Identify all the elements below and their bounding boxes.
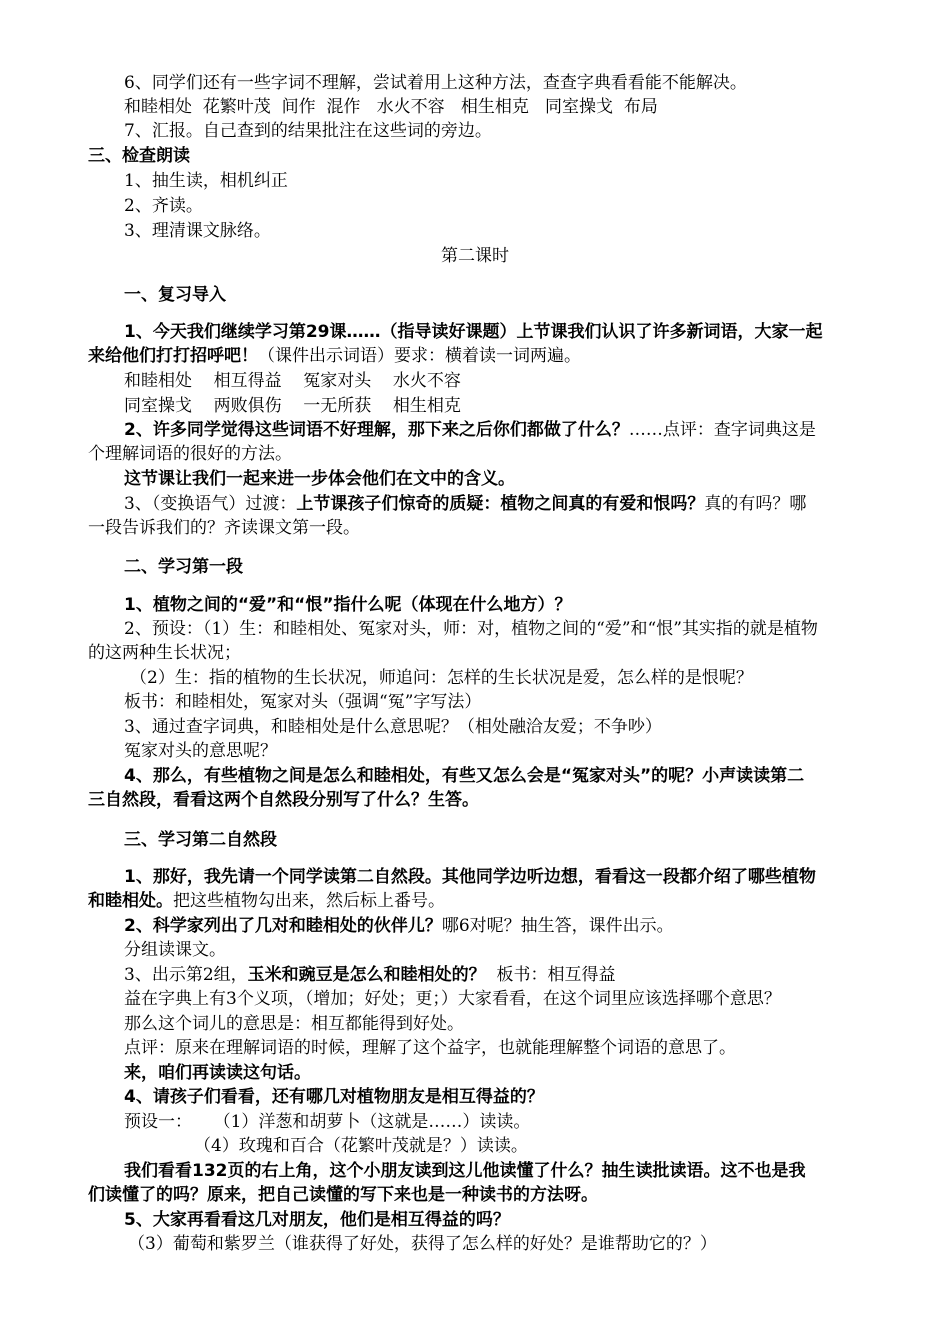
bold-text: 和睦相处。 — [88, 891, 173, 911]
section-heading-review: 一、复习导入 — [124, 285, 226, 305]
paragraph-line: 的这两种生长状况； — [88, 643, 241, 663]
paragraph-line: 点评：原来在理解词语的时候，理解了这个益字，也就能理解整个词语的意思了。 — [124, 1038, 736, 1058]
paragraph-line: （3）葡萄和紫罗兰（谁获得了好处，获得了怎么样的好处？是谁帮助它的？） — [128, 1234, 717, 1254]
paragraph-line: 一段告诉我们的？齐读课文第一段。 — [88, 518, 360, 538]
lesson-title: 第二课时 — [441, 246, 509, 266]
vocabulary-row-2: 同室操戈 两败俱伤 一无所获 相生相克 — [124, 396, 461, 416]
section-heading-second-paragraph: 三、学习第二自然段 — [124, 830, 277, 850]
paragraph-line — [124, 1160, 805, 1182]
normal-text: 板书：相互得益 — [485, 965, 616, 985]
paragraph-line: 这节课让我们一起来进一步体会他们在文中的含义。 — [124, 469, 515, 489]
section-heading-check-reading: 三、检查朗读 — [88, 146, 190, 166]
paragraph-line: （2）生：指的植物的生长状况，师追问：怎样的生长状况是爱，怎么样的是恨呢？ — [130, 668, 753, 688]
paragraph-line — [124, 493, 806, 515]
paragraph-line: 4、那么，有些植物之间是怎么和睦相处，有些又怎么会是“冤家对头”的呢？小声读读第二 — [124, 766, 805, 786]
normal-text: （课件出示词语）要求：横着读一词两遍。 — [258, 346, 581, 366]
normal-text: ……点评：查字词典这是 — [628, 420, 816, 440]
word-list-line: 和睦相处 花繁叶茂 间作 混作 水火不容 相生相克 同室操戈 布局 — [124, 97, 658, 117]
bold-text: 1、今天我们继续学习第29课……（指导读好课题）上节课我们认识了许多新词语，大家一起 — [124, 322, 823, 342]
paragraph-line: 们读懂了的吗？原来，把自己读懂的写下来也是一种读书的方法呀。 — [88, 1185, 598, 1205]
paragraph-line: 来，咱们再读读这句话。 — [124, 1063, 311, 1083]
normal-text: 真的有吗？哪 — [704, 494, 807, 514]
paragraph-line — [124, 964, 615, 986]
bold-text: 2、许多同学觉得这些词语不好理解，那下来之后你们都做了什么？ — [124, 420, 629, 440]
reading-step-2: 2、齐读。 — [124, 196, 203, 216]
paragraph-line — [124, 419, 816, 441]
paragraph-line — [88, 345, 581, 367]
reading-step-1: 1、抽生读，相机纠正 — [124, 171, 288, 191]
normal-text: 把这些植物勾出来，然后标上番号。 — [173, 891, 445, 911]
step-6-line: 6、同学们还有一些字词不理解，尝试着用上这种方法，查查字典看看能不能解决。 — [124, 73, 747, 93]
paragraph-line: 1、那好，我先请一个同学读第二自然段。其他同学边听边想，看看这一段都介绍了哪些植物 — [124, 867, 816, 887]
paragraph-line: （4）玫瑰和百合（花繁叶茂就是？）读读。 — [194, 1136, 528, 1156]
paragraph-line: 那么这个词儿的意思是：相互都能得到好处。 — [124, 1014, 464, 1034]
paragraph-line: 3、通过查字词典，和睦相处是什么意思呢？（相处融洽友爱；不争吵） — [124, 717, 662, 737]
paragraph-line: 个理解词语的很好的方法。 — [88, 444, 292, 464]
paragraph-line — [88, 890, 445, 912]
paragraph-line: 预设一： （1）洋葱和胡萝卜（这就是……）读读。 — [124, 1112, 531, 1132]
bold-text: 玉米和豌豆是怎么和睦相处的？ — [247, 965, 486, 985]
bold-text: 2、科学家列出了几对和睦相处的伙伴儿？ — [124, 916, 442, 936]
paragraph-line — [124, 321, 822, 343]
bold-text: 来给他们打打招呼吧！ — [88, 346, 258, 366]
bold-text: 这不也是我 — [720, 1161, 806, 1181]
paragraph-line: 2、预设：（1）生：和睦相处、冤家对头，师：对，植物之间的“爱”和“恨”其实指的就是植物 — [124, 619, 818, 639]
bold-text: 上节课孩子们惊奇的质疑：植物之间真的有爱和恨吗？ — [296, 494, 705, 514]
normal-text: 哪6对呢？抽生答，课件出示。 — [441, 916, 674, 936]
normal-text: 3、出示第2组， — [124, 965, 248, 985]
section-heading-first-part: 二、学习第一段 — [124, 557, 243, 577]
paragraph-line — [88, 789, 479, 811]
paragraph-line: 板书：和睦相处，冤家对头（强调“冤”字写法） — [124, 692, 482, 712]
paragraph-line — [124, 915, 674, 937]
paragraph-line: 4、请孩子们看看，还有哪几对植物朋友是相互得益的？ — [124, 1087, 544, 1107]
paragraph-line: 5、大家再看看这几对朋友，他们是相互得益的吗？ — [124, 1210, 510, 1230]
paragraph-line: 冤家对头的意思呢？ — [124, 741, 277, 761]
vocabulary-row-1: 和睦相处 相互得益 冤家对头 水火不容 — [124, 371, 461, 391]
normal-text: 3、（变换语气）过渡： — [124, 494, 297, 514]
bold-text: 三自然段，看看这两个自然段分别写了什么？生答。 — [88, 790, 479, 810]
paragraph-line: 分组读课文。 — [124, 940, 226, 960]
reading-step-3: 3、理清课文脉络。 — [124, 221, 271, 241]
step-7-line: 7、汇报。自己查到的结果批注在这些词的旁边。 — [124, 121, 492, 141]
paragraph-line: 1、植物之间的“爱”和“恨”指什么呢（体现在什么地方）？ — [124, 595, 572, 615]
paragraph-line: 益在字典上有3个义项，（增加；好处；更；）大家看看，在这个词里应该选择哪个意思？ — [124, 989, 781, 1009]
bold-text: 我们看看132页的右上角，这个小朋友读到这儿他读懂了什么？抽生读批读语。 — [124, 1161, 721, 1181]
